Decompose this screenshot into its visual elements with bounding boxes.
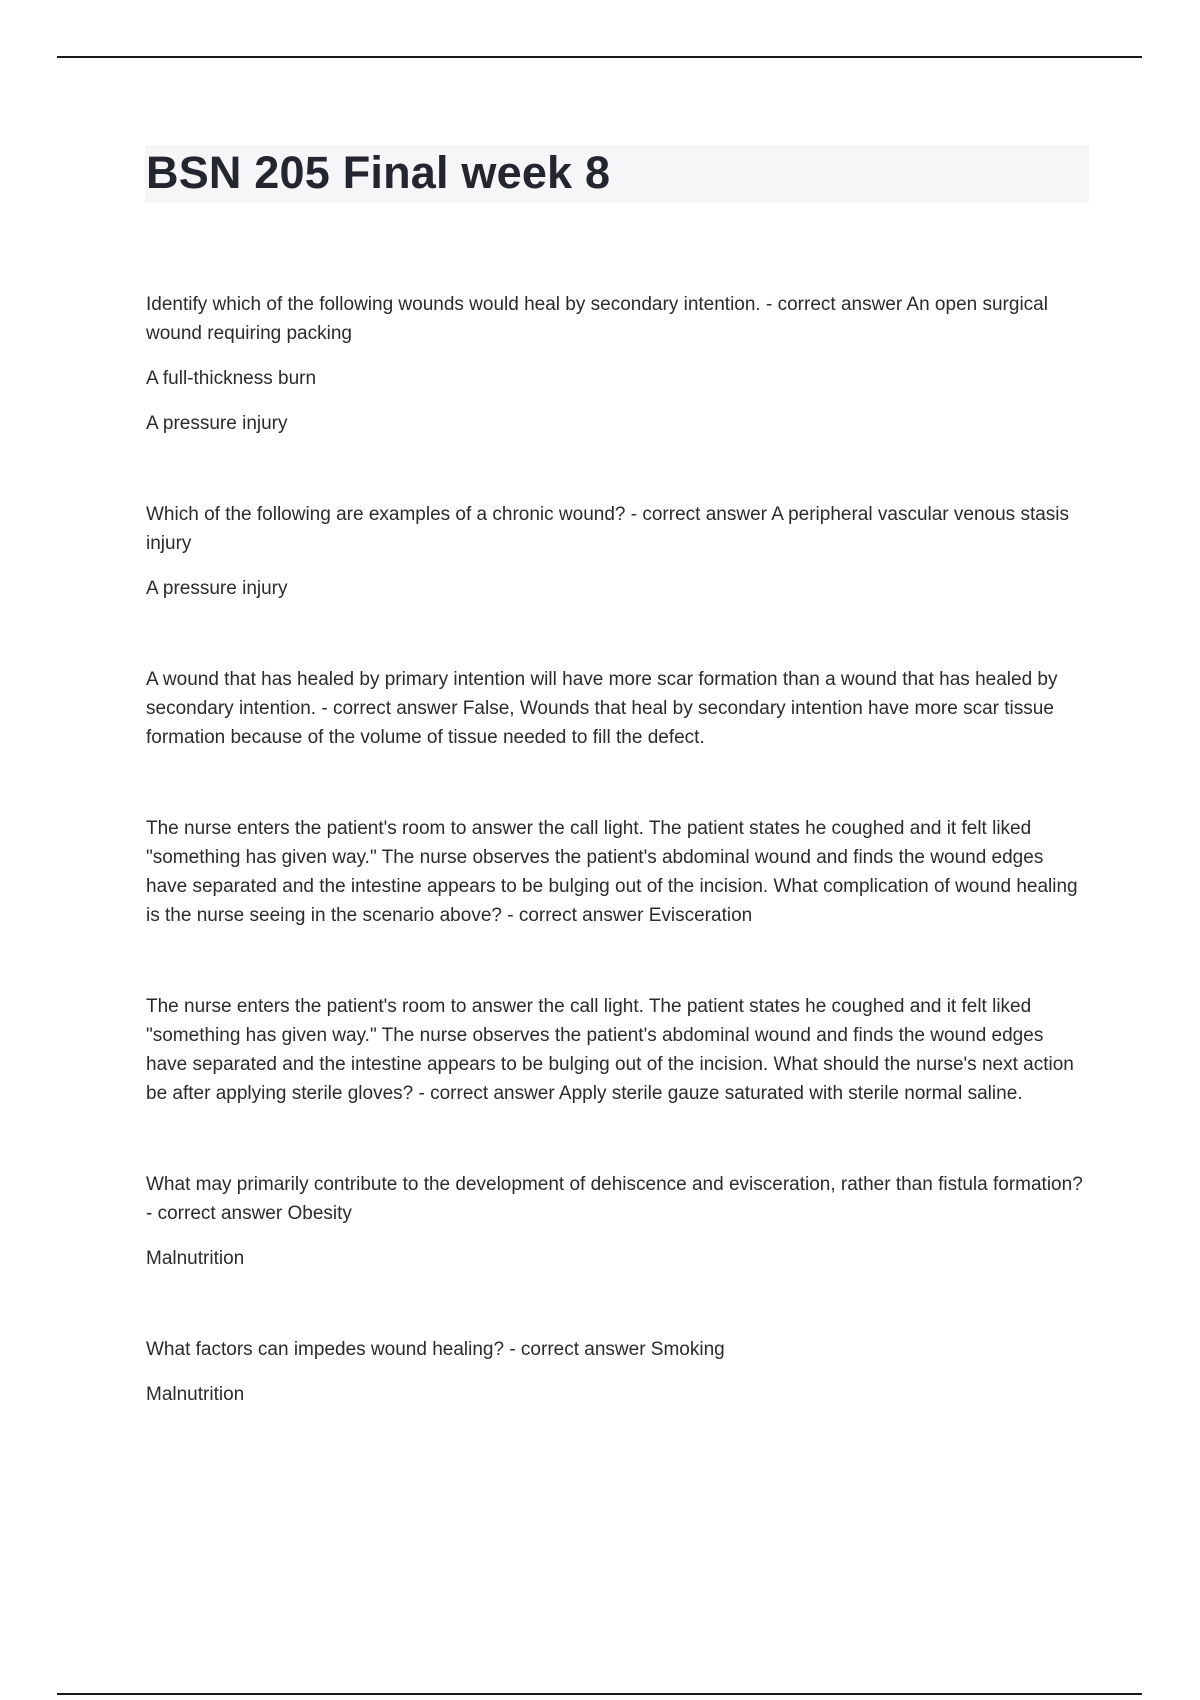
document-body (146, 290, 1086, 1471)
question-text: What may primarily contribute to the development of dehiscence and evisceration, rather than fistula formation? - correct answer Obesity (146, 1174, 1083, 1224)
qa-item-3 (146, 665, 1086, 752)
qa-item-5 (146, 992, 1086, 1108)
top-divider (57, 56, 1142, 58)
question-text: What factors can impedes wound healing? - correct answer Smoking (146, 1339, 725, 1360)
qa-item-7 (146, 1335, 1086, 1409)
bottom-divider (57, 1693, 1142, 1695)
qa-item-6 (146, 1170, 1086, 1273)
additional-answer: Malnutrition (146, 1248, 245, 1269)
question-text: The nurse enters the patient's room to answer the call light. The patient states he coughed and it felt liked "something has given way." The nurse observes the patient's abdominal wound and finds the wound edges have separated and the intestine appears to be bulging out of the incision. What should the nurse's next action be after applying sterile gloves? - correct answer Apply sterile gauze saturated with sterile normal saline. (146, 996, 1074, 1104)
qa-item-1 (146, 290, 1086, 438)
qa-item-4 (146, 814, 1086, 930)
document-title: BSN 205 Final week 8 (146, 147, 611, 198)
qa-item-2 (146, 500, 1086, 603)
additional-answer: Malnutrition (146, 1384, 245, 1405)
additional-answer: A pressure injury (146, 413, 288, 434)
question-text: A wound that has healed by primary intention will have more scar formation than a wound that has healed by secondary intention. - correct answer False, Wounds that heal by secondary intention have more scar tissue formation because of the volume of tissue needed to fill the defect. (146, 669, 1058, 748)
question-text: The nurse enters the patient's room to answer the call light. The patient states he coughed and it felt liked "something has given way." The nurse observes the patient's abdominal wound and finds the wound edges have separated and the intestine appears to be bulging out of the incision. What complication of wound healing is the nurse seeing in the scenario above? - correct answer Evisceration (146, 818, 1078, 926)
additional-answer: A pressure injury (146, 578, 288, 599)
question-text: Which of the following are examples of a chronic wound? - correct answer A peripheral vascular venous stasis injury (146, 504, 1070, 554)
question-text: Identify which of the following wounds would heal by secondary intention. - correct answer An open surgical wound requiring packing (146, 294, 1048, 344)
additional-answer: A full-thickness burn (146, 368, 317, 389)
